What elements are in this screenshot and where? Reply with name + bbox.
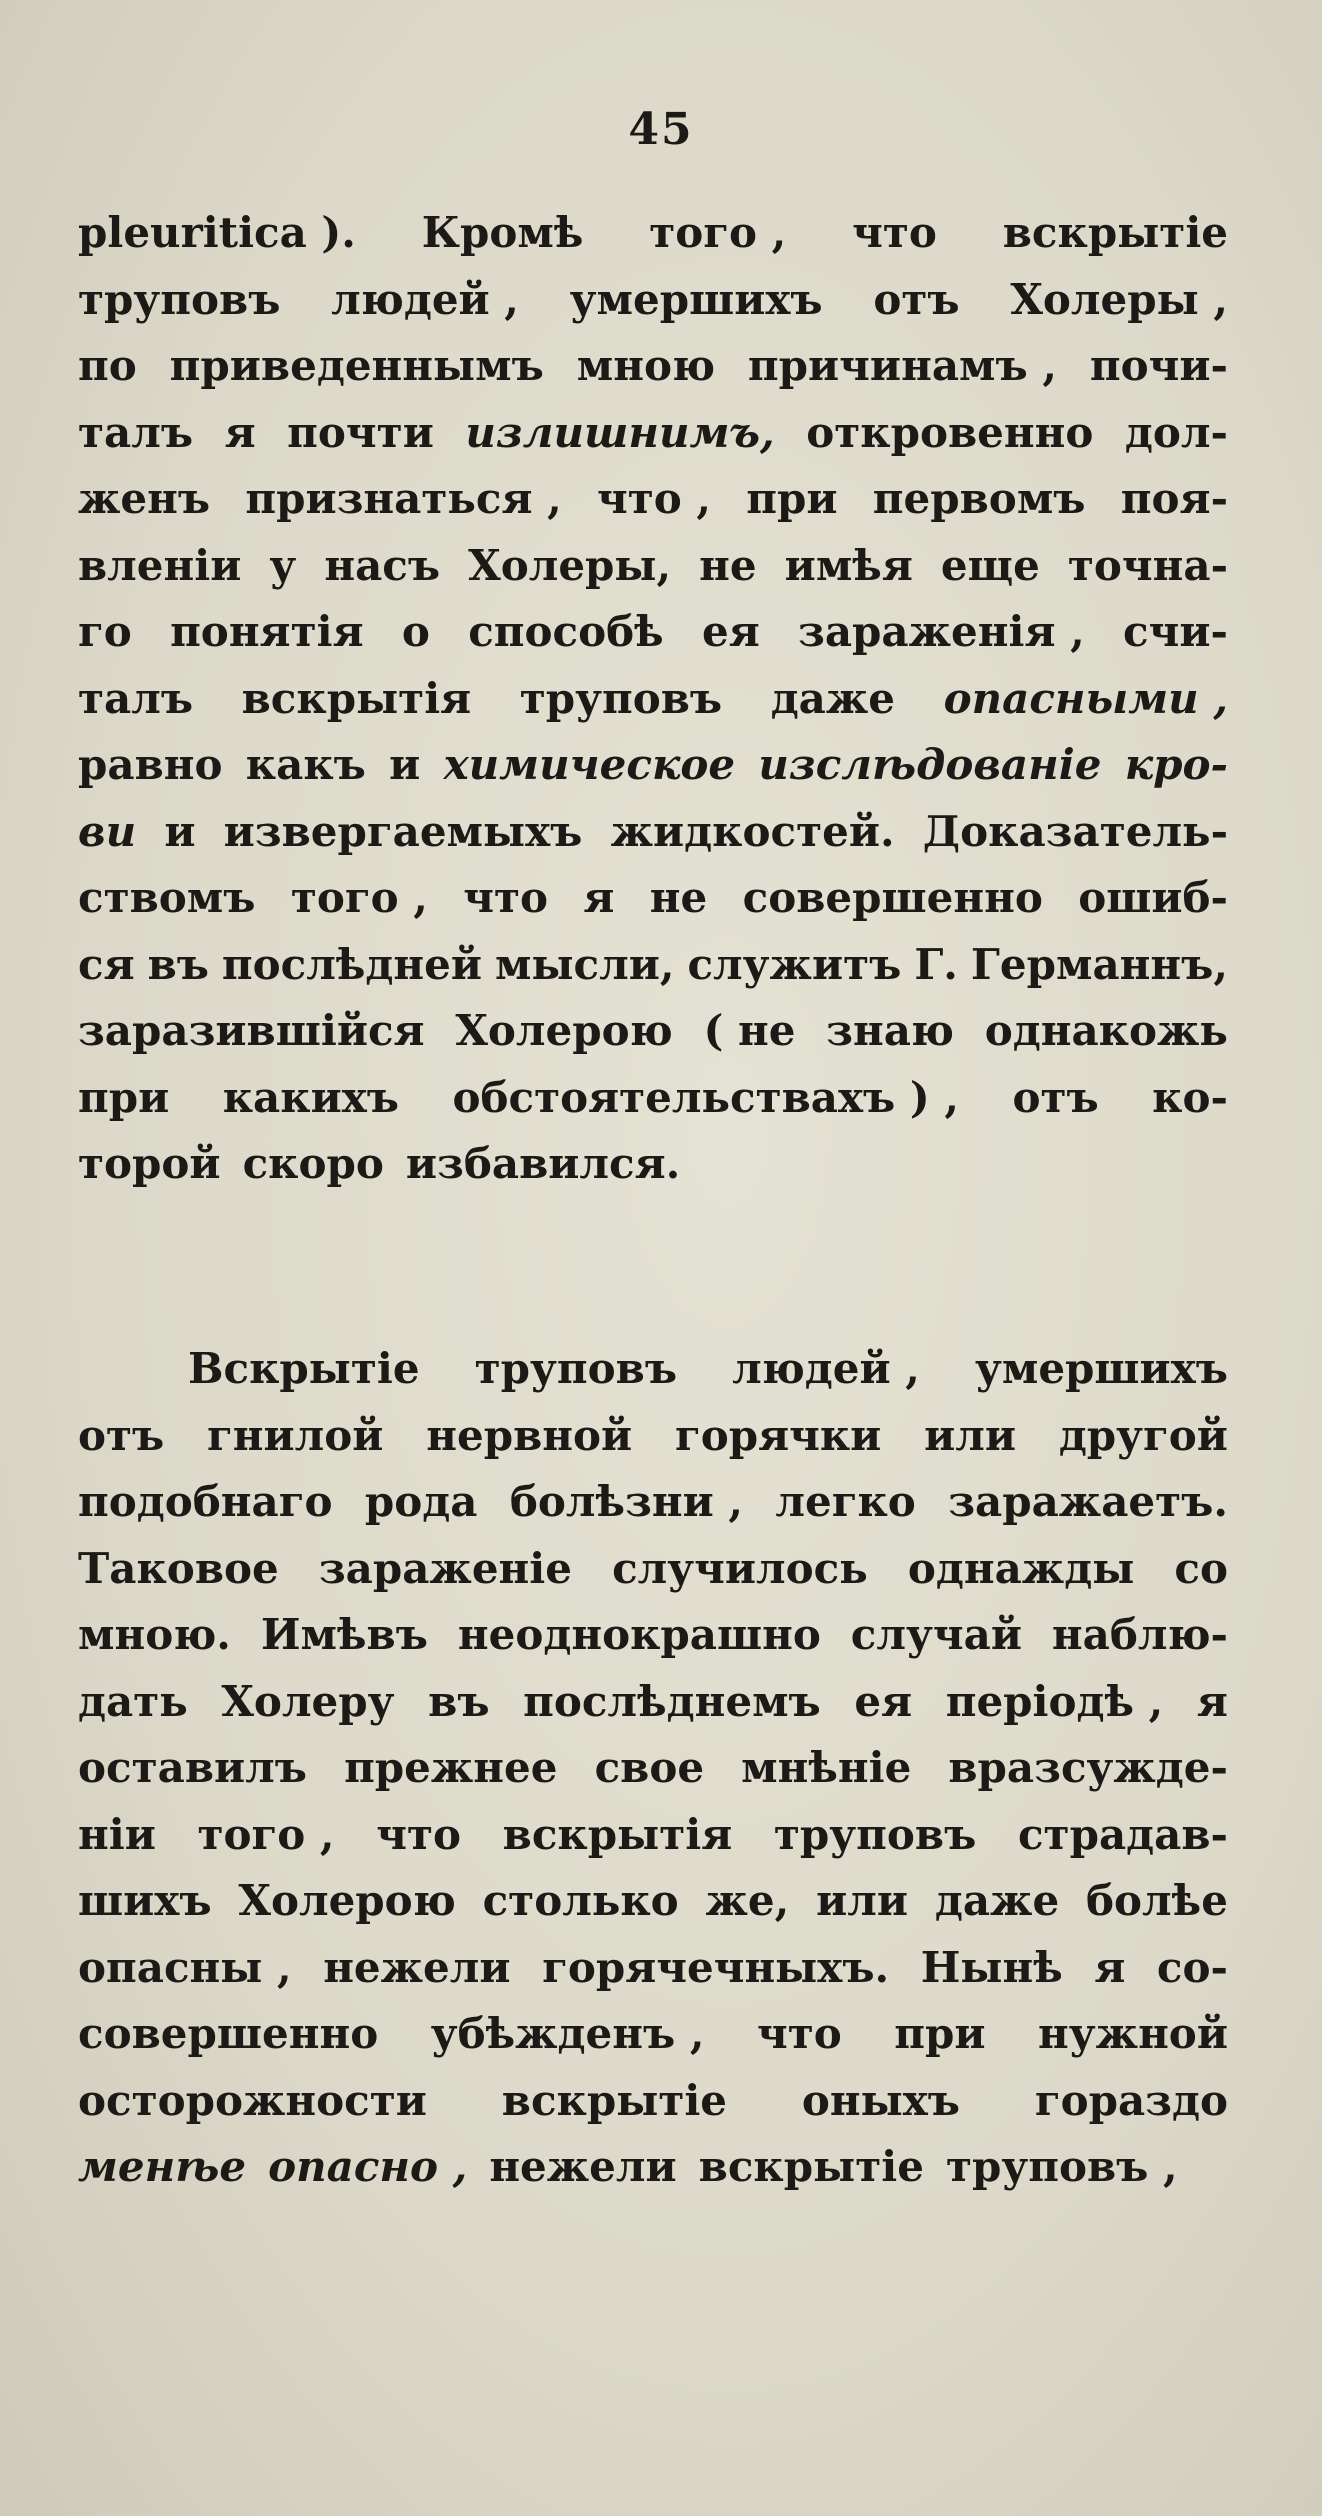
- word: приведеннымъ: [169, 341, 544, 390]
- word: труповъ ,: [945, 2142, 1178, 2191]
- word: легко: [775, 1477, 916, 1526]
- text-line: [78, 400, 1228, 467]
- word: Холеры,: [468, 540, 672, 590]
- word: я: [224, 407, 256, 457]
- word: жидкостей.: [610, 806, 895, 856]
- word: послѣднемъ: [523, 1676, 821, 1726]
- word: счи-: [1123, 607, 1228, 656]
- word: со-: [1156, 1942, 1228, 1992]
- text-line: [78, 267, 1228, 334]
- text-line: [78, 998, 1228, 1065]
- word: точна-: [1067, 540, 1228, 590]
- word: что ,: [597, 474, 712, 523]
- word: при: [78, 1072, 170, 1122]
- text-line: [78, 1536, 1228, 1603]
- word: мысли,: [494, 939, 675, 989]
- word: прежнее: [344, 1743, 558, 1792]
- word: заражаетъ.: [948, 1477, 1228, 1526]
- word: извергаемыхъ: [223, 806, 583, 856]
- word: почти: [287, 407, 434, 457]
- word: по: [78, 341, 137, 390]
- word: людей ,: [331, 274, 519, 324]
- word: ся: [78, 939, 135, 989]
- word: какихъ: [222, 1072, 400, 1122]
- text-line: [78, 2134, 1228, 2201]
- word: ніи: [78, 1809, 156, 1859]
- italic-word: кро-: [1124, 740, 1228, 789]
- word: или: [816, 1876, 909, 1925]
- word: что: [852, 208, 937, 257]
- word: мнѣніе: [741, 1743, 912, 1792]
- word: умершихъ: [974, 1344, 1228, 1393]
- word: что: [463, 873, 549, 922]
- word: болѣе: [1086, 1876, 1228, 1925]
- word: имѣя: [784, 540, 913, 590]
- word: отъ: [1012, 1072, 1099, 1122]
- page-number: 45: [628, 104, 694, 155]
- word: нежели: [489, 2142, 677, 2191]
- word: Холерою: [455, 1006, 673, 1055]
- word: какъ: [245, 740, 366, 789]
- italic-word: изслѣдованіе: [758, 740, 1102, 789]
- word: избавился.: [405, 1139, 681, 1188]
- word: Нынѣ: [920, 1942, 1063, 1992]
- word: вскрытіе: [1002, 208, 1228, 257]
- text-line: [78, 732, 1228, 799]
- italic-word: химическое: [443, 740, 736, 789]
- word: даже: [934, 1876, 1060, 1925]
- word: послѣдней: [221, 939, 483, 989]
- word: умершихъ: [569, 274, 823, 324]
- word: рода: [364, 1477, 478, 1526]
- word: поя-: [1120, 474, 1228, 523]
- word: я: [1196, 1676, 1228, 1726]
- word: неоднокрашно: [457, 1610, 821, 1659]
- word: вразсужде-: [948, 1743, 1228, 1792]
- word: оставилъ: [78, 1743, 307, 1792]
- word: что: [376, 1809, 461, 1859]
- word: го: [78, 607, 132, 656]
- text-line: [78, 200, 1228, 267]
- word: первомъ: [872, 474, 1086, 523]
- word: нужной: [1038, 2009, 1228, 2058]
- word: талъ: [78, 407, 194, 457]
- word: въ: [147, 939, 209, 989]
- word: не: [649, 873, 708, 922]
- word: зараженія ,: [798, 607, 1085, 656]
- word: мною.: [78, 1610, 231, 1659]
- text-line: [78, 2001, 1228, 2068]
- word: при: [746, 474, 838, 523]
- word: причинамъ ,: [747, 341, 1057, 390]
- word: въ: [428, 1676, 490, 1726]
- word: насъ: [324, 540, 441, 590]
- italic-word: менѣе: [78, 2142, 247, 2191]
- word: однажды: [907, 1543, 1135, 1593]
- word: обстоятельствахъ ) ,: [452, 1072, 959, 1122]
- text-line: [78, 1669, 1228, 1736]
- word: о: [401, 607, 430, 656]
- word: вскрытіе: [501, 2075, 728, 2125]
- word: Г.: [914, 939, 958, 989]
- word: что: [756, 2009, 842, 2058]
- italic-word: излишнимъ,: [465, 407, 775, 457]
- word: горячки: [674, 1410, 882, 1460]
- word: Холеры ,: [1010, 274, 1228, 324]
- italic-word: опасными ,: [943, 673, 1228, 723]
- italic-word: опасно ,: [268, 2142, 468, 2191]
- word: горячечныхъ.: [542, 1942, 890, 1992]
- word: нервной: [426, 1410, 633, 1460]
- text-line: [78, 666, 1228, 733]
- text-line: [78, 865, 1228, 932]
- word: нежели: [323, 1942, 511, 1992]
- word: подобнаго: [78, 1477, 333, 1526]
- word: страдав-: [1017, 1809, 1228, 1859]
- word: Кромѣ: [421, 208, 584, 257]
- word: я: [583, 873, 615, 922]
- text-line: [78, 932, 1228, 999]
- text-line: [78, 1602, 1228, 1669]
- text-line: [78, 2068, 1228, 2135]
- word: вскрытія: [241, 673, 472, 723]
- word: Германнъ,: [970, 939, 1228, 989]
- word: не: [699, 540, 757, 590]
- word: скоро: [242, 1139, 384, 1188]
- word: Доказатель-: [922, 806, 1228, 856]
- word: Холеру: [221, 1676, 395, 1726]
- word: Холерою: [238, 1876, 456, 1925]
- word: ошиб-: [1078, 873, 1228, 922]
- word: свое: [594, 1743, 705, 1792]
- text-line: [78, 1131, 1228, 1198]
- word: опасны ,: [78, 1942, 292, 1992]
- word: при: [894, 2009, 986, 2058]
- word: торой: [78, 1139, 221, 1188]
- paragraph: [78, 200, 1228, 1198]
- word: я: [1094, 1942, 1126, 1992]
- word: и: [389, 740, 421, 789]
- word: заразившійся: [78, 1006, 425, 1055]
- word: отъ: [78, 1410, 165, 1460]
- word: зараженіе: [318, 1543, 572, 1593]
- word: того ,: [197, 1809, 335, 1859]
- word: вскрытія: [502, 1809, 733, 1859]
- word: откровенно: [806, 407, 1094, 457]
- text-line: [78, 1935, 1228, 2002]
- word: гнилой: [207, 1410, 384, 1460]
- word: совершенно: [78, 2009, 379, 2058]
- text-line: [78, 1868, 1228, 1935]
- word: женъ: [78, 474, 211, 523]
- word: столько: [482, 1876, 679, 1925]
- word: болѣзни ,: [509, 1477, 743, 1526]
- word: другой: [1058, 1410, 1228, 1460]
- text-line: [78, 333, 1228, 400]
- text-line: [78, 1065, 1228, 1132]
- text-line: [78, 1403, 1228, 1470]
- word: того ,: [649, 208, 787, 257]
- word: ( не: [703, 1006, 796, 1055]
- text-line: [78, 599, 1228, 666]
- word: почи-: [1089, 341, 1228, 390]
- word: равно: [78, 740, 223, 789]
- word: pleuritica ).: [78, 208, 356, 257]
- text-line: [78, 799, 1228, 866]
- word: труповъ: [519, 673, 723, 723]
- text-line: [78, 1469, 1228, 1536]
- italic-word: ви: [78, 806, 137, 856]
- word: ствомъ: [78, 873, 256, 922]
- word: труповъ: [78, 274, 281, 324]
- word: дол-: [1124, 407, 1228, 457]
- word: случай: [850, 1610, 1022, 1659]
- text-line: [78, 466, 1228, 533]
- word: гораздо: [1034, 2075, 1228, 2125]
- word: со: [1174, 1543, 1228, 1593]
- word: способѣ: [468, 607, 664, 656]
- word: знаю: [826, 1006, 954, 1055]
- word: осторожности: [78, 2075, 427, 2125]
- paragraph: [78, 1336, 1228, 2201]
- word: отъ: [873, 274, 960, 324]
- word: однакожь: [984, 1006, 1228, 1055]
- word: шихъ: [78, 1876, 212, 1925]
- word: служитъ: [687, 939, 902, 989]
- text-line: [78, 1336, 1228, 1403]
- text-line: [78, 1735, 1228, 1802]
- word: ея: [701, 607, 760, 656]
- word: убѣжденъ ,: [430, 2009, 705, 2058]
- word: наблю-: [1051, 1610, 1228, 1659]
- word: и: [164, 806, 196, 856]
- word: оныхъ: [801, 2075, 960, 2125]
- text-line: [78, 1802, 1228, 1869]
- word: понятія: [170, 607, 364, 656]
- word: случилось: [612, 1543, 868, 1593]
- text-line: [78, 533, 1228, 600]
- word: у: [269, 540, 297, 590]
- word: же,: [705, 1876, 790, 1925]
- word: періодѣ ,: [945, 1676, 1164, 1726]
- word: Имѣвъ: [260, 1610, 428, 1659]
- word: совершенно: [742, 873, 1043, 922]
- word: труповъ: [773, 1809, 977, 1859]
- word: людей ,: [732, 1344, 920, 1393]
- word: ея: [854, 1676, 913, 1726]
- word: мною: [576, 341, 716, 390]
- word: вленіи: [78, 540, 242, 590]
- word: Вскрытіе: [188, 1344, 420, 1393]
- word: труповъ: [474, 1344, 678, 1393]
- word: еще: [940, 540, 1040, 590]
- word: того ,: [290, 873, 428, 922]
- word: признаться ,: [245, 474, 562, 523]
- word: Таковое: [78, 1543, 279, 1593]
- word: даже: [770, 673, 896, 723]
- word: вскрытіе: [698, 2142, 924, 2191]
- word: или: [924, 1410, 1017, 1460]
- word: талъ: [78, 673, 194, 723]
- word: дать: [78, 1676, 188, 1726]
- word: ко-: [1152, 1072, 1228, 1122]
